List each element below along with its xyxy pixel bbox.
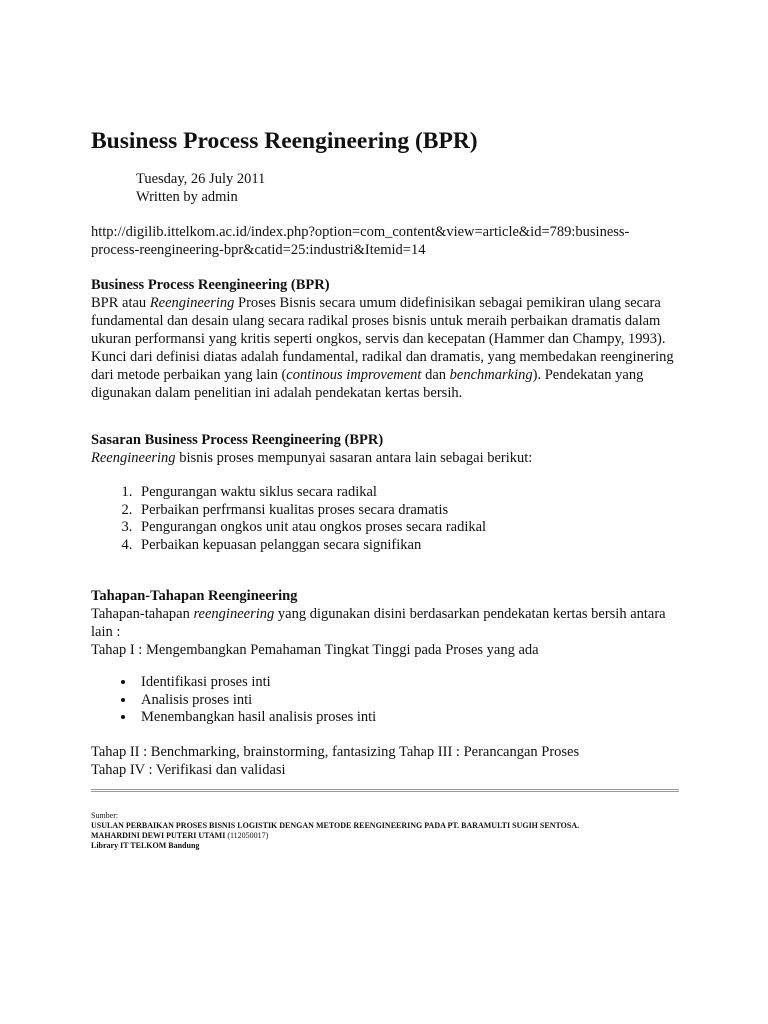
emphasis-text: continous improvement	[286, 367, 422, 383]
source-citation	[91, 811, 579, 851]
article-author: Written by admin	[136, 189, 238, 205]
stage-1: Tahap I : Mengembangkan Pemahaman Tingkat Tinggi pada Proses yang ada	[91, 642, 539, 658]
emphasis-text: reengineering	[193, 606, 275, 622]
text-run: Tahapan-tahapan	[91, 606, 194, 622]
text-run: Proses Bisnis secara umum didefinisikan sebagai pemikiran ulang secara fundamental dan desain ulang secara radikal proses bisnis untuk meraih perbaikan dramatis dalam ukuran performansi yang kritis seperti ongkos, servis dan kecepatan (Hammer dan Champy, 1993). Kunci dari definisi diatas adalah fundamental, radikal dan dramatis, yang membedakan reenginering dari metode perbaikan yang lain (	[91, 295, 674, 383]
emphasis-text: benchmarking	[449, 367, 533, 383]
section-heading-stages: Tahapan-Tahapan Reengineering	[91, 588, 298, 604]
source-url-line-1: http://digilib.ittelkom.ac.id/index.php?option=com_content&view=article&id=789:business-	[91, 224, 630, 240]
article-date: Tuesday, 26 July 2011	[136, 171, 266, 187]
text-run: dan	[421, 367, 450, 383]
source-library: Library IT TELKOM Bandung	[91, 841, 200, 850]
list-item: 1. Pengurangan waktu siklus secara radikal	[136, 484, 486, 502]
author-name: MAHARDINI DEWI PUTERI UTAMI	[91, 831, 226, 840]
list-item: • Analisis proses inti	[136, 692, 376, 710]
text-run: yang digunakan disini berdasarkan pendekatan kertas bersih antara lain :	[91, 606, 666, 640]
author-id: (112050017)	[225, 831, 269, 840]
source-url	[91, 223, 691, 259]
stages-intro-paragraph	[91, 605, 681, 641]
emphasis-text: Reengineering	[91, 450, 176, 466]
source-author	[91, 831, 579, 841]
goals-intro	[91, 449, 681, 467]
bpr-definition-paragraph	[91, 294, 681, 402]
article-meta	[136, 170, 265, 206]
section-bpr-definition	[91, 276, 681, 402]
goals-list	[91, 484, 486, 554]
text-run: bisnis proses mempunyai sasaran antara lain sebagai berikut:	[175, 450, 533, 466]
text-run: BPR atau	[91, 295, 150, 311]
list-item: 2. Perbaikan perfrmansi kualitas proses secara dramatis	[136, 502, 486, 520]
stage-2-3: Tahap II : Benchmarking, brainstorming, fantasizing Tahap III : Perancangan Proses	[91, 744, 580, 760]
source-label: Sumber:	[91, 811, 119, 820]
text-run: ). Pendekatan yang digunakan dalam penelitian ini adalah pendekatan kertas bersih.	[91, 367, 644, 401]
list-item: • Identifikasi proses inti	[136, 674, 376, 692]
emphasis-text: Reengineering	[149, 295, 235, 311]
list-item: • Menembangkan hasil analisis proses inti	[136, 709, 376, 727]
stage-4: Tahap IV : Verifikasi dan validasi	[91, 762, 286, 778]
section-reengineering-stages	[91, 587, 681, 659]
source-title: USULAN PERBAIKAN PROSES BISNIS LOGISTIK DENGAN METODE REENGINEERING PADA PT. BARAMULTI SUGIH SENTOSA.	[91, 821, 580, 830]
divider	[91, 789, 679, 792]
page-title: Business Process Reengineering (BPR)	[91, 128, 478, 154]
section-heading-bpr: Business Process Reengineering (BPR)	[91, 277, 330, 293]
section-heading-goals: Sasaran Business Process Reengineering (BPR)	[91, 432, 384, 448]
list-item: 3. Pengurangan ongkos unit atau ongkos proses secara radikal	[136, 519, 486, 537]
source-url-line-2: process-reengineering-bpr&catid=25:industri&Itemid=14	[91, 242, 426, 258]
list-item: 4. Perbaikan kepuasan pelanggan secara signifikan	[136, 537, 486, 555]
stage-1-activities-list	[91, 674, 376, 727]
section-bpr-goals	[91, 431, 681, 467]
